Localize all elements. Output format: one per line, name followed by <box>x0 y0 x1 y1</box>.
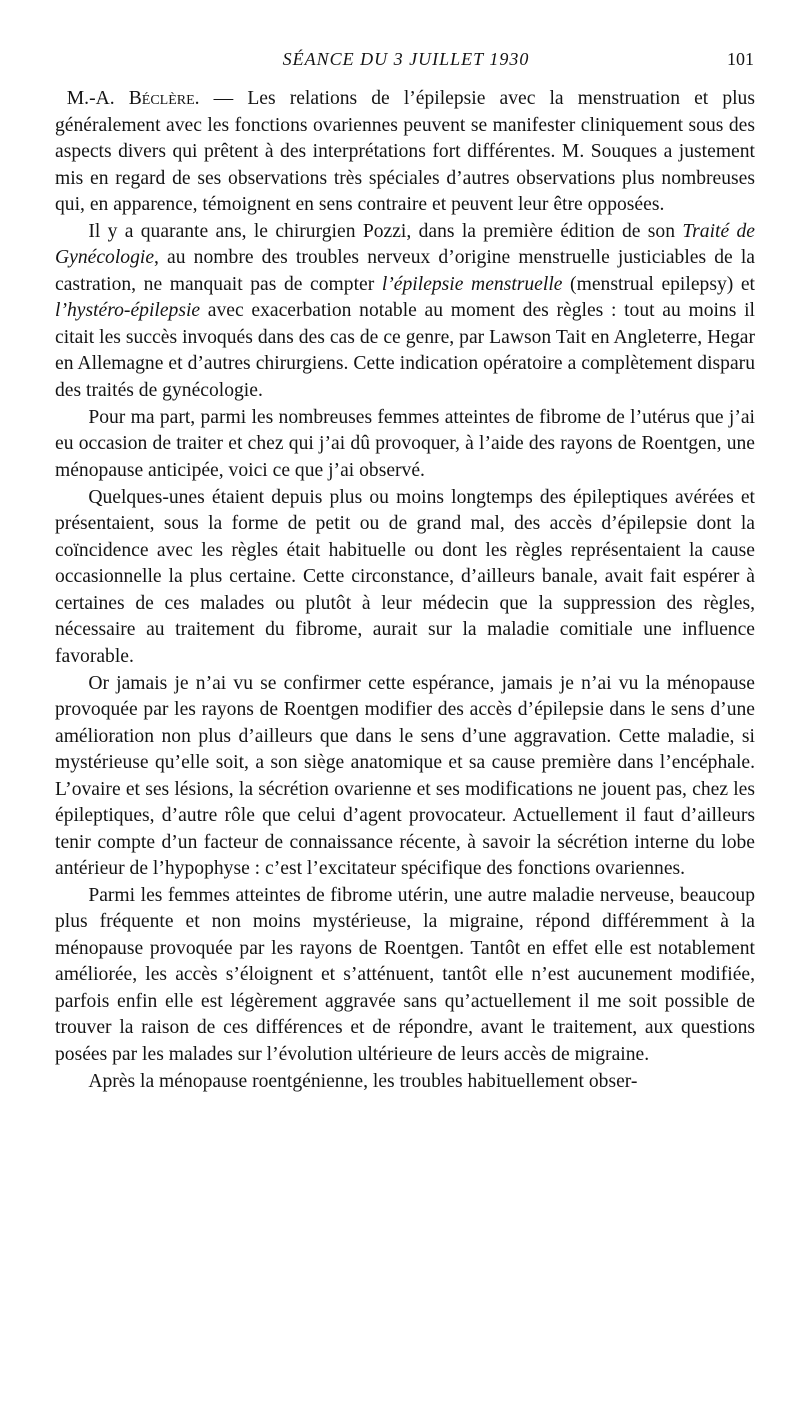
page-header <box>58 44 754 74</box>
author-name: M.-A. Béclère. <box>66 88 200 109</box>
term-hystero-epilepsie: l’hystéro-épilepsie <box>55 300 201 322</box>
paragraph-4: Quelques-unes étaient depuis plus ou moins longtemps des épileptiques avérées et présentaient, sous la forme de petit ou de grand mal, des accès d’épilepsie dont la coïncidence avec les règles était habituelle ou dont les règles représentaient la cause occasionnelle la plus certaine. Cette circonstance, d’ailleurs banale, avait fait espérer à certaines de ces malades ou plutôt à leur médecin que la suppression des règles, nécessaire au traitement du fibrome, aurait sur la maladie comitiale une influence favorable. <box>55 486 755 667</box>
paragraph-2-text-b: , au nombre des troubles nerveux d’origine menstruelle justiciables de la castration, ne manquait pas de compter <box>55 247 755 295</box>
book-title: Traité de Gynécologie <box>55 220 755 269</box>
paragraph-2-text-d: avec exacerbation notable au moment des règles : tout au moins il citait les succès invoqués dans des cas de ce genre, par Lawson Tait en Angleterre, Hegar en Allemagne et d’autres chirurgiens. Cette indication opératoire a complètement disparu des traités de gynécologie. <box>55 300 755 401</box>
paragraph-7: Après la ménopause roentgénienne, les troubles habituellement obser- <box>88 1070 638 1092</box>
article-body <box>55 86 755 1096</box>
running-title: SÉANCE DU 3 JUILLET 1930 <box>282 49 530 69</box>
paragraph-2 <box>55 219 755 405</box>
paragraph-2-text-c: (menstrual epilepsy) et <box>562 273 755 295</box>
term-epilepsie-menstruelle: l’épilepsie menstruelle <box>381 273 563 295</box>
paragraph-1 <box>55 86 755 219</box>
paragraph-6: Parmi les femmes atteintes de fibrome utérin, une autre maladie nerveuse, beaucoup plus fréquente et non moins mystérieuse, la migraine, répond différemment à la ménopause provoquée par les rayons de Roentgen. Tantôt en effet elle est notablement améliorée, les accès s’éloignent et s’atténuent, tantôt elle n’est aucunement modifiée, parfois enfin elle est légèrement aggravée sans qu’actuellement il me soit possible de trouver la raison de ces différences et de répondre, avant le traitement, aux questions posées par les malades sur l’évolution ultérieure de leurs accès de migraine. <box>55 884 755 1065</box>
paragraph-2-text-a: Il y a quarante ans, le chirurgien Pozzi, dans la première édition de son <box>88 220 683 242</box>
paragraph-3: Pour ma part, parmi les nombreuses femmes atteintes de fibrome de l’utérus que j’ai eu occasion de traiter et chez qui j’ai dû provoquer, à l’aide des rayons de Roentgen, une ménopause anticipée, voici ce que j’ai observé. <box>55 406 755 481</box>
paragraph-5: Or jamais je n’ai vu se confirmer cette espérance, jamais je n’ai vu la ménopause provoquée par les rayons de Roentgen modifier des accès d’épilepsie dans le sens d’une amélioration non plus d’ailleurs que dans le sens d’une aggravation. Cette maladie, si mystérieuse qu’elle soit, a son siège anatomique et sa cause première dans l’encéphale. L’ovaire et ses lésions, la sécrétion ovarienne et ses modifications ne jouent pas, chez les épileptiques, d’autre rôle que celui d’agent provocateur. Actuellement il faut d’ailleurs tenir compte d’un facteur de connaissance récente, à savoir la sécrétion interne du lobe antérieur de l’hypophyse : c’est l’excitateur spécifique des fonctions ovariennes. <box>55 672 755 880</box>
page-number: 101 <box>727 49 754 69</box>
paragraph-1-text: — Les relations de l’épilepsie avec la menstruation et plus généralement avec les fonctions ovariennes peuvent se manifester cliniquement sous des aspects divers qui prêtent à des interprétations fort différentes. M. Souques a justement mis en regard de ses observations très spéciales d’autres observations plus nombreuses qui, en apparence, témoignent en sens contraire et peuvent leur être opposées. <box>55 88 755 215</box>
